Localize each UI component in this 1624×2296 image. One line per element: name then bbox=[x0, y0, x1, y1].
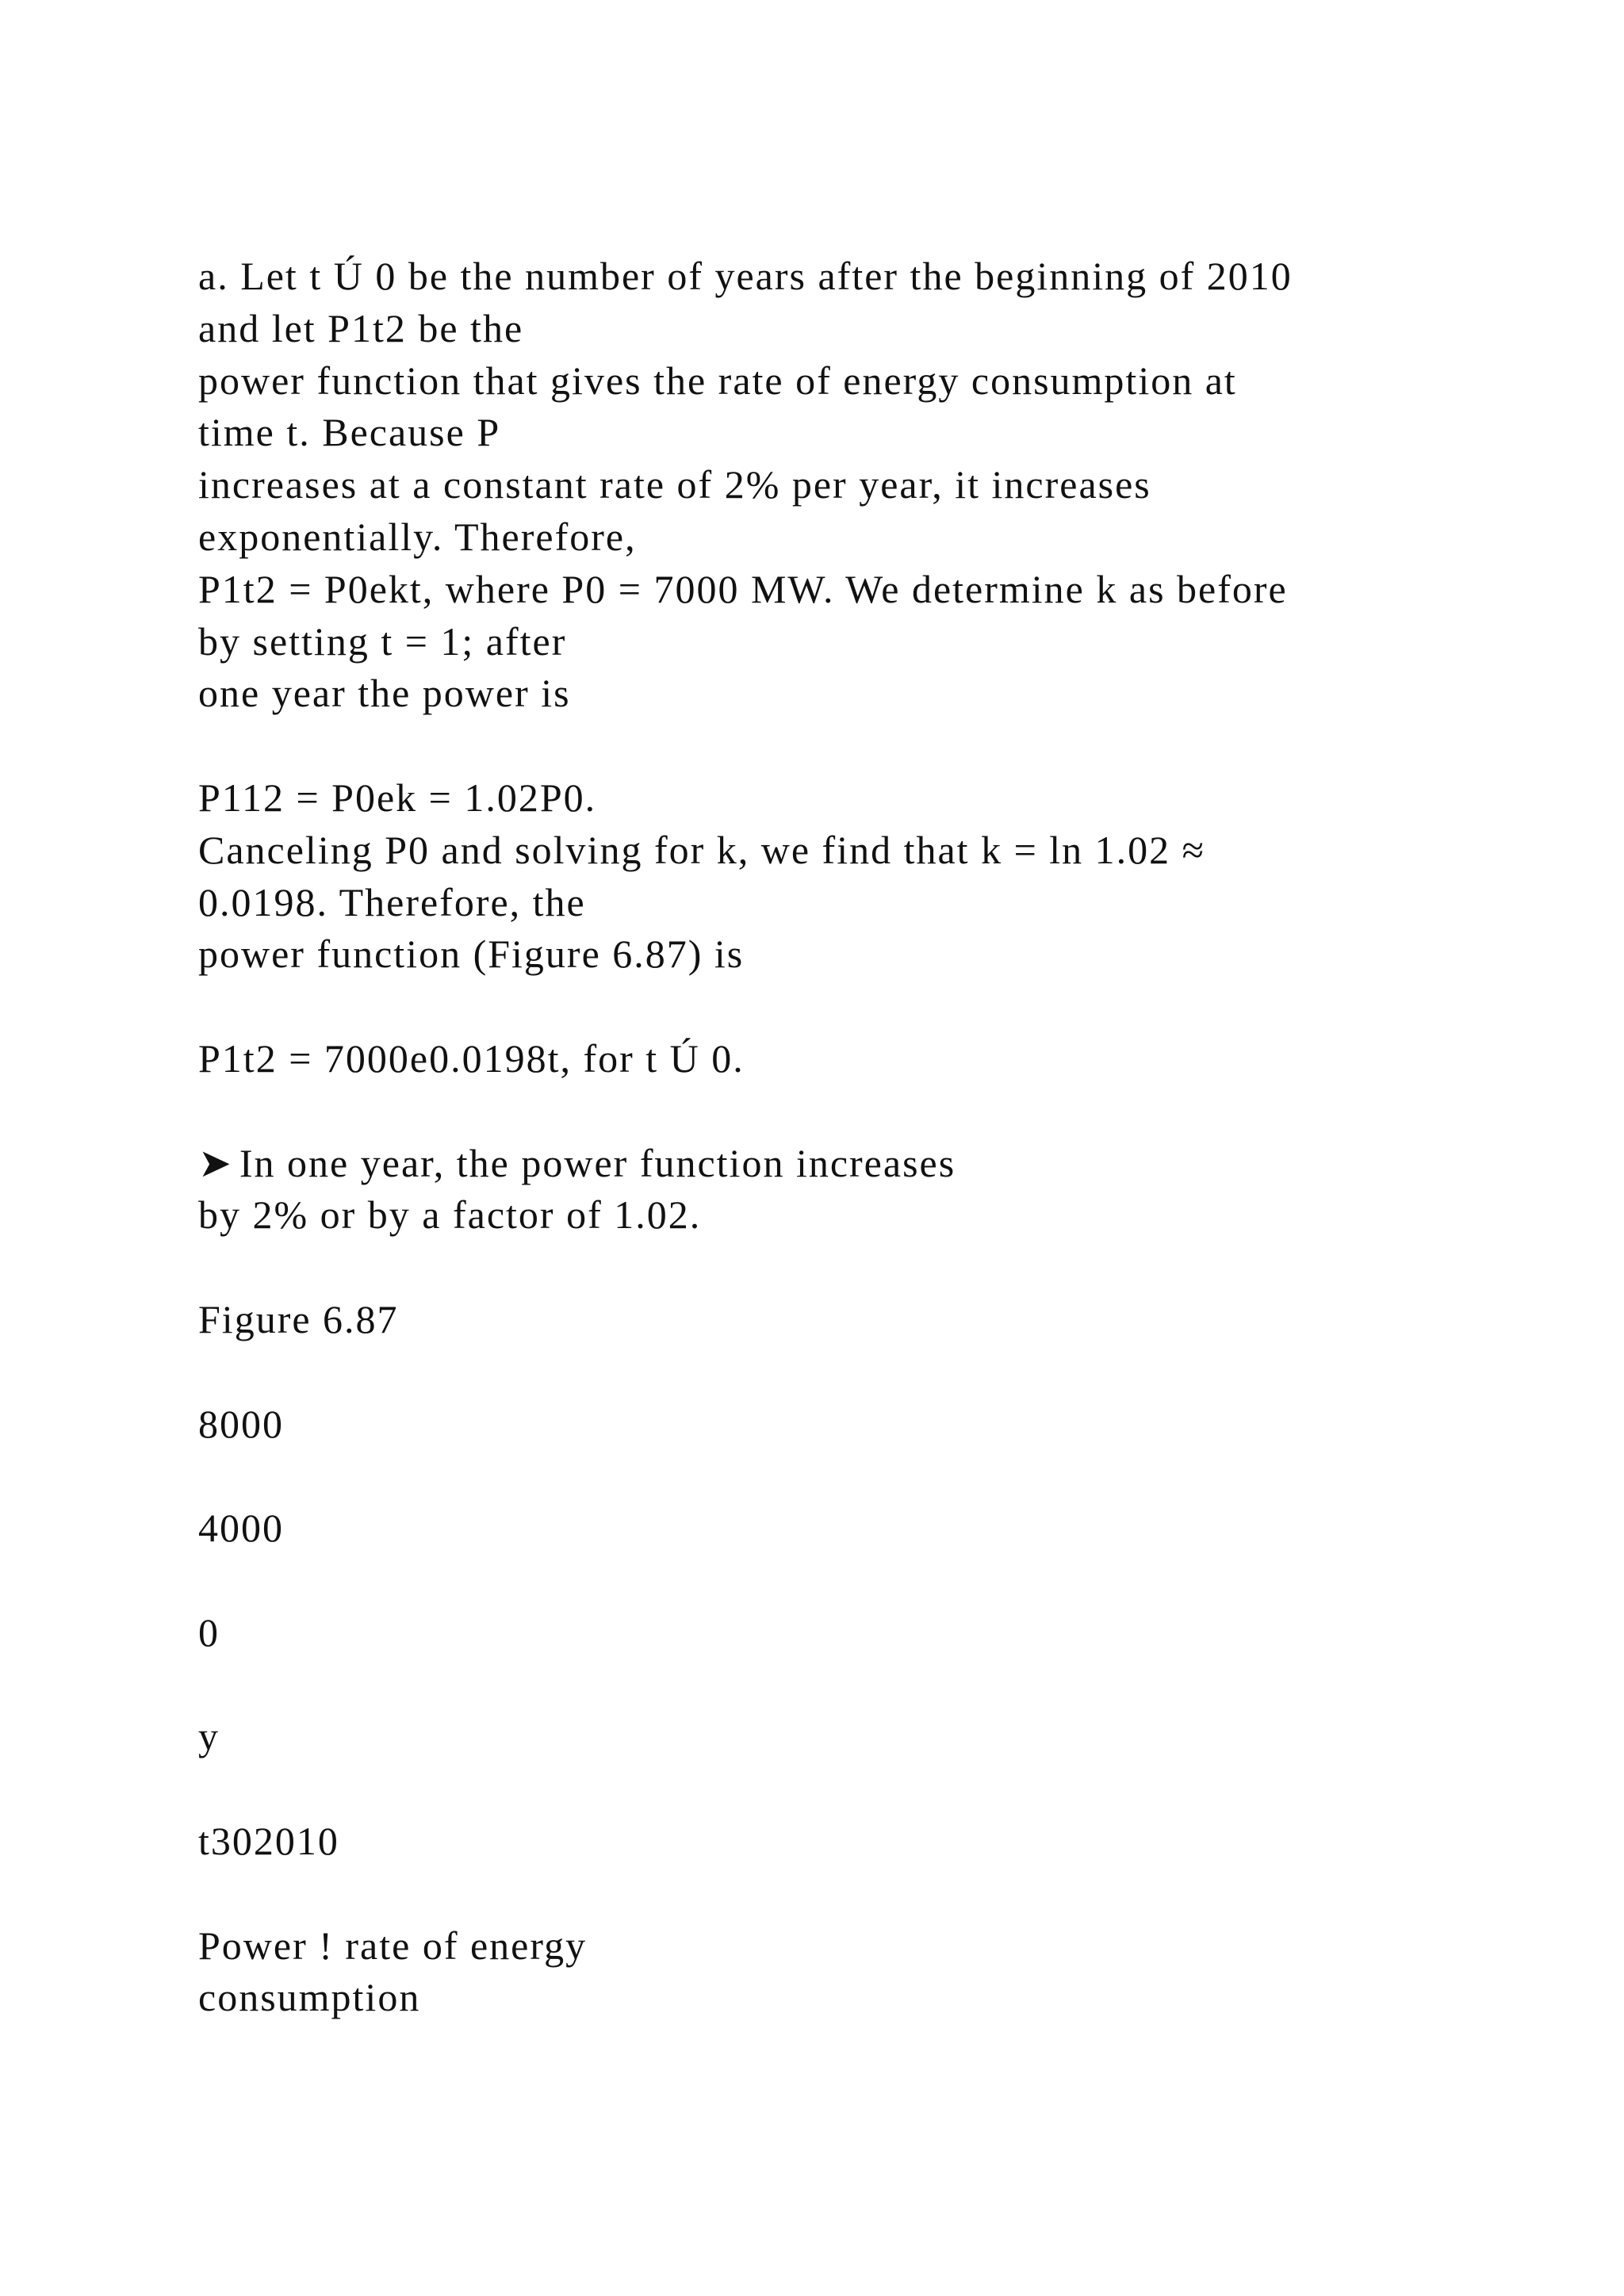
axis-label: 0 bbox=[198, 1609, 220, 1655]
arrow-icon: ➤ bbox=[198, 1140, 233, 1185]
text-line: by setting t = 1; after bbox=[198, 618, 567, 664]
axis-label: y bbox=[198, 1714, 220, 1759]
equation-line: P1t2 = 7000e0.0198t, for t Ú 0. bbox=[198, 1035, 745, 1081]
blank-line bbox=[198, 1555, 1435, 1607]
axis-label: 4000 bbox=[198, 1506, 284, 1551]
figure-caption: Figure 6.87 bbox=[198, 1296, 399, 1341]
text-line: power function that gives the rate of energy consumption at bbox=[198, 358, 1237, 403]
axis-label: t302010 bbox=[198, 1818, 339, 1863]
blank-line bbox=[198, 720, 1435, 772]
note-text: In one year, the power function increases bbox=[239, 1140, 956, 1185]
text-line: power function (Figure 6.87) is bbox=[198, 932, 745, 977]
note-line bbox=[198, 1138, 1435, 1190]
text-line: a. Let t Ú 0 be the number of years after the beginning of 2010 bbox=[198, 254, 1293, 298]
text-line: exponentially. Therefore, bbox=[198, 514, 637, 559]
text-line: P1t2 = P0ekt, where P0 = 7000 MW. We determine k as before bbox=[198, 566, 1288, 611]
text-line: Power ! rate of energy bbox=[198, 1923, 588, 1968]
text-line: and let P1t2 be the bbox=[198, 305, 524, 350]
blank-line bbox=[198, 981, 1435, 1033]
text-line: increases at a constant rate of 2% per year, it increases bbox=[198, 462, 1151, 507]
text-line: consumption bbox=[198, 1975, 421, 2020]
text-line: time t. Because P bbox=[198, 410, 501, 455]
equation-line: P112 = P0ek = 1.02P0. bbox=[198, 775, 597, 820]
blank-line bbox=[198, 1450, 1435, 1502]
blank-line bbox=[198, 1346, 1435, 1399]
blank-line bbox=[198, 1242, 1435, 1294]
text-line: by 2% or by a factor of 1.02. bbox=[198, 1192, 702, 1238]
blank-line bbox=[198, 1659, 1435, 1712]
blank-line bbox=[198, 1763, 1435, 1816]
text-line: Canceling P0 and solving for k, we find that k = ln 1.02 ≈ bbox=[198, 827, 1206, 872]
document-text bbox=[198, 251, 1435, 2024]
text-line: one year the power is bbox=[198, 671, 571, 716]
blank-line bbox=[198, 1868, 1435, 1920]
axis-label: 8000 bbox=[198, 1401, 284, 1446]
text-line: 0.0198. Therefore, the bbox=[198, 879, 586, 924]
blank-line bbox=[198, 1085, 1435, 1138]
